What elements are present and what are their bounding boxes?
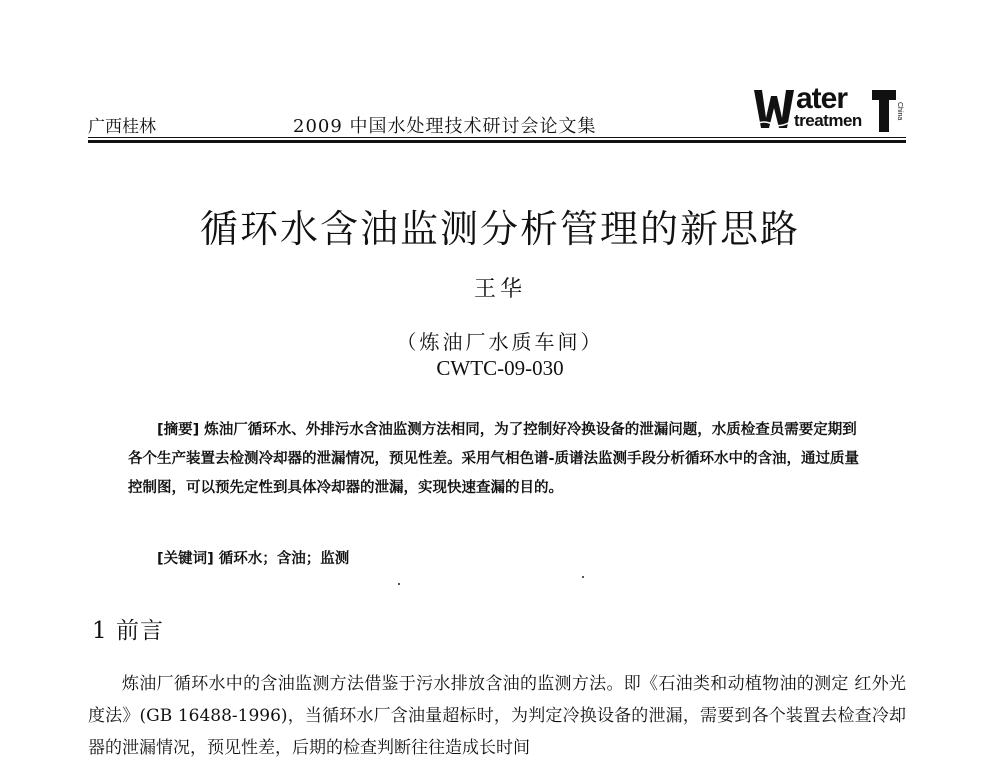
section-heading: 1 前言 bbox=[92, 618, 164, 644]
section-body-text: 炼油厂循环水中的含油监测方法借鉴于污水排放含油的监测方法。即《石油类和动植物油的测定 红外光度法》(GB 16488-1996)，当循环水厂含油量超标时，为判定冷换设备的泄漏，需要到各个装置去检查冷却器的泄漏情况，预见性差，后期的检查判断往往造成长时间 bbox=[88, 674, 906, 758]
paper-author: 王华 bbox=[473, 277, 526, 302]
keywords-text: [关键词] 循环水；含油；监测 bbox=[157, 551, 350, 567]
scan-speck bbox=[398, 583, 400, 585]
logo-word-treatmen: treatmen bbox=[794, 111, 862, 130]
paper-code: CWTC-09-030 bbox=[436, 356, 564, 380]
logo-word-ater: ater bbox=[796, 82, 848, 115]
logo-t-mark-icon bbox=[872, 90, 896, 132]
paper-affiliation: （炼油厂水质车间） bbox=[396, 330, 604, 354]
abstract-text: [摘要] 炼油厂循环水、外排污水含油监测方法相同，为了控制好冷换设备的泄漏问题，水质检查员需要定期到各个生产装置去检测冷却器的泄漏情况，预见性差。采用气相色谱-质谱法监测手段分析循环水中的含油，通过质量控制图，可以预先定性到具体冷却器的泄漏，实现快速查漏的目的。 bbox=[128, 422, 860, 496]
scan-speck bbox=[582, 576, 584, 578]
logo-china-text: China bbox=[896, 102, 903, 121]
header-location: 广西桂林 bbox=[88, 117, 156, 137]
header-proceedings-title: 2009 中国水处理技术研讨会论文集 bbox=[293, 116, 597, 137]
water-treatment-logo bbox=[754, 84, 904, 138]
header-rule-thick bbox=[88, 140, 906, 143]
paper-title: 循环水含油监测分析管理的新思路 bbox=[199, 207, 800, 251]
header-rule-thin bbox=[88, 137, 906, 138]
logo-w-mark-icon bbox=[754, 88, 794, 130]
